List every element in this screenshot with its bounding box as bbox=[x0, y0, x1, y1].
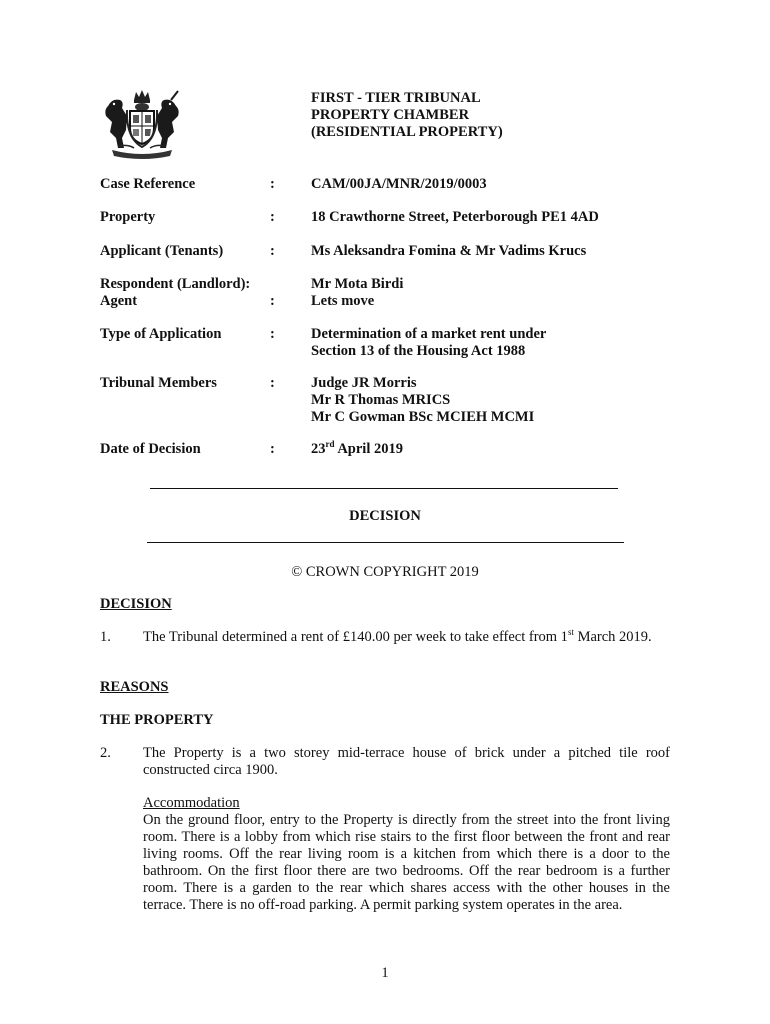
respondent-value: Mr Mota Birdi bbox=[311, 276, 404, 292]
type-of-application-value bbox=[311, 326, 546, 360]
header-line-2: PROPERTY CHAMBER bbox=[311, 107, 470, 123]
case-reference-value: CAM/00JA/MNR/2019/0003 bbox=[311, 176, 487, 192]
header-line-3: (RESIDENTIAL PROPERTY) bbox=[311, 124, 503, 140]
property-label: Property bbox=[100, 209, 156, 225]
agent-value: Lets move bbox=[311, 293, 375, 309]
date-of-decision-value bbox=[311, 441, 403, 458]
decision-title: DECISION bbox=[349, 508, 421, 524]
date-rest: April 2019 bbox=[334, 441, 403, 457]
royal-coat-of-arms-icon bbox=[100, 86, 184, 160]
tribunal-member-3: Mr C Gowman BSc MCIEH MCMI bbox=[311, 409, 535, 425]
paragraph-1-number: 1. bbox=[100, 629, 111, 645]
accommodation-text: On the ground floor, entry to the Property is directly from the street into the front living room. There is a lobby from which rise stairs to the first floor between the front and rear living rooms. Off the rear living room is a kitchen from which there is a door to the bathroom. On the first floor there are two bedrooms. Off the rear bedroom is a further room. There is a garden to the rear which shares access with the other houses in the terrace. There is no off-road parking. A permit parking system operates in the area. bbox=[143, 812, 670, 913]
property-colon: : bbox=[270, 209, 275, 225]
date-suffix: rd bbox=[325, 439, 335, 450]
respondent-label: Respondent (Landlord): bbox=[100, 276, 251, 292]
type-of-application-line-2: Section 13 of the Housing Act 1988 bbox=[311, 343, 526, 359]
page-number: 1 bbox=[381, 965, 389, 981]
tribunal-members-colon: : bbox=[270, 375, 275, 391]
property-heading: THE PROPERTY bbox=[100, 712, 214, 728]
paragraph-1-text-a: The Tribunal determined a rent of £140.00 per week to take effect from 1 bbox=[143, 629, 568, 645]
date-of-decision-label: Date of Decision bbox=[100, 441, 201, 457]
case-reference-label: Case Reference bbox=[100, 176, 196, 192]
paragraph-1-text bbox=[143, 629, 670, 646]
tribunal-header bbox=[311, 90, 503, 141]
tribunal-member-1: Judge JR Morris bbox=[311, 375, 417, 391]
paragraph-2-number: 2. bbox=[100, 745, 111, 761]
divider-bottom bbox=[147, 542, 624, 543]
type-of-application-line-1: Determination of a market rent under bbox=[311, 326, 547, 342]
tribunal-members-label: Tribunal Members bbox=[100, 375, 217, 391]
case-reference-colon: : bbox=[270, 176, 275, 192]
applicant-colon: : bbox=[270, 243, 275, 259]
copyright-notice: © CROWN COPYRIGHT 2019 bbox=[291, 564, 479, 580]
paragraph-1-sup: st bbox=[567, 627, 574, 638]
tribunal-member-2: Mr R Thomas MRICS bbox=[311, 392, 451, 408]
paragraph-2-text: The Property is a two storey mid-terrace house of brick under a pitched tile roof constructed circa 1900. bbox=[143, 745, 670, 778]
reasons-heading: REASONS bbox=[100, 679, 169, 695]
decision-section-heading: DECISION bbox=[100, 596, 172, 612]
header-line-1: FIRST - TIER TRIBUNAL bbox=[311, 90, 481, 106]
agent-colon: : bbox=[270, 293, 275, 309]
date-day: 23 bbox=[311, 441, 326, 457]
divider-top bbox=[150, 488, 618, 489]
applicant-value: Ms Aleksandra Fomina & Mr Vadims Krucs bbox=[311, 243, 587, 259]
date-of-decision-colon: : bbox=[270, 441, 275, 457]
type-of-application-colon: : bbox=[270, 326, 275, 342]
agent-label: Agent bbox=[100, 293, 138, 309]
tribunal-members-value bbox=[311, 375, 534, 426]
accommodation-heading: Accommodation bbox=[143, 795, 240, 811]
property-value: 18 Crawthorne Street, Peterborough PE1 4AD bbox=[311, 209, 599, 225]
type-of-application-label: Type of Application bbox=[100, 326, 222, 342]
paragraph-1-text-b: March 2019. bbox=[573, 629, 652, 645]
applicant-label: Applicant (Tenants) bbox=[100, 243, 224, 259]
